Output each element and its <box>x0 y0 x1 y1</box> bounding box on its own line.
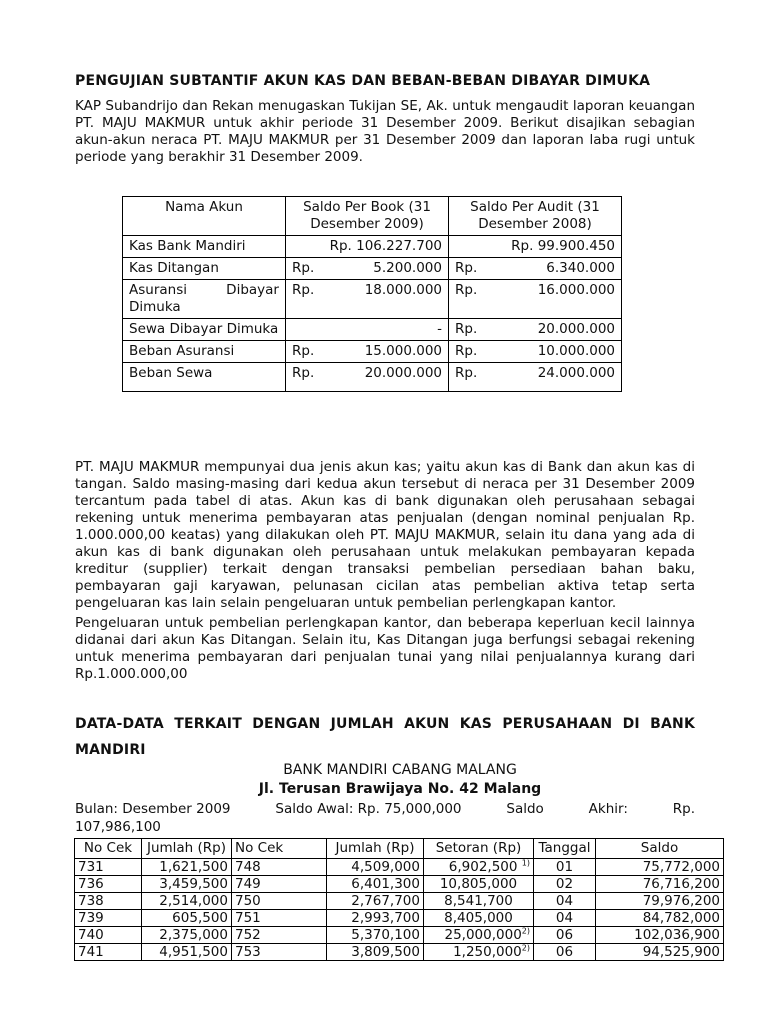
date: 01 <box>534 859 596 876</box>
book-value: 18.000.000 <box>364 282 442 298</box>
table-row <box>123 341 622 363</box>
book-value: 20.000.000 <box>364 365 442 381</box>
currency-label: Rp. <box>455 343 478 359</box>
header-tanggal: Tanggal <box>534 839 596 859</box>
book-cell <box>286 363 449 392</box>
deposit-note: 2) <box>521 943 530 953</box>
book-value: - <box>286 319 449 341</box>
section-heading: DATA-DATA TERKAIT DENGAN JUMLAH AKUN KAS PERUSAHAAN DI BANK MANDIRI <box>75 716 695 758</box>
audit-cell <box>449 319 622 341</box>
account-name: Beban Asuransi <box>123 341 286 363</box>
account-name: Asuransi Dibayar Dimuka <box>123 280 286 319</box>
header-setoran: Setoran (Rp) <box>424 839 534 859</box>
petty-cash-paragraph: Pengeluaran untuk pembelian perlengkapan kantor, dan beberapa keperluan kecil lainnya didanai dari akun Kas Ditangan. Selain itu, Kas Ditangan juga berfungsi sebagai rekening untuk menerima pembayaran dari penjualan tunai yang nilai penjualannya kurang dari Rp.1.000.000,00 <box>75 615 695 682</box>
header-saldo: Saldo <box>596 839 724 859</box>
deposit-amount: 1,250,000 <box>453 944 522 960</box>
bank-statement-table <box>74 838 724 961</box>
check-number-2: 748 <box>232 859 327 876</box>
check-number-2: 751 <box>232 910 327 927</box>
header-saldo-audit: Saldo Per Audit (31 Desember 2008) <box>449 197 622 236</box>
book-cell <box>286 341 449 363</box>
audit-value: 10.000.000 <box>537 343 615 359</box>
table-row <box>75 910 724 927</box>
balance: 84,782,000 <box>596 910 724 927</box>
audit-value: 24.000.000 <box>537 365 615 381</box>
date: 06 <box>534 927 596 944</box>
check-amount: 3,459,500 <box>142 876 232 893</box>
audit-value: 6.340.000 <box>546 260 615 276</box>
table-row <box>123 280 622 319</box>
table-row <box>75 927 724 944</box>
check-amount: 4,951,500 <box>142 944 232 961</box>
check-amount-2: 6,401,300 <box>327 876 424 893</box>
opening-balance: Saldo Awal: Rp. 75,000,000 <box>275 801 462 817</box>
check-amount-2: 5,370,100 <box>327 927 424 944</box>
deposit-amount: 10,805,000 <box>424 876 534 893</box>
audit-cell <box>449 341 622 363</box>
account-name: Sewa Dibayar Dimuka <box>123 319 286 341</box>
closing-balance-label: Saldo <box>506 801 544 817</box>
balance: 102,036,900 <box>596 927 724 944</box>
balance: 76,716,200 <box>596 876 724 893</box>
check-number: 740 <box>75 927 142 944</box>
date: 04 <box>534 893 596 910</box>
deposit-note: 1) <box>521 858 530 868</box>
book-cell <box>286 258 449 280</box>
deposit-amount: 25,000,000 <box>444 927 522 943</box>
currency-label: Rp. <box>455 282 478 298</box>
check-number: 731 <box>75 859 142 876</box>
bank-table-header <box>75 839 724 859</box>
closing-balance-label-2: Akhir: <box>588 801 628 817</box>
header-saldo-book: Saldo Per Book (31 Desember 2009) <box>286 197 449 236</box>
currency-label: Rp. <box>455 365 478 381</box>
account-name: Kas Ditangan <box>123 258 286 280</box>
table-row <box>75 944 724 961</box>
deposit-cell <box>424 859 534 876</box>
intro-paragraph: KAP Subandrijo dan Rekan menugaskan Tukijan SE, Ak. untuk mengaudit laporan keuangan PT. MAJU MAKMUR untuk akhir periode 31 Desember 2009. Berikut disajikan sebagian akun-akun neraca PT. MAJU MAKMUR per 31 Desember 2009 dan laporan laba rugi untuk periode yang berakhir 31 Desember 2009. <box>75 98 695 165</box>
check-amount: 605,500 <box>142 910 232 927</box>
statement-summary <box>75 800 695 836</box>
check-amount: 2,514,000 <box>142 893 232 910</box>
table-row <box>123 258 622 280</box>
date: 04 <box>534 910 596 927</box>
check-amount-2: 4,509,000 <box>327 859 424 876</box>
table-row <box>75 893 724 910</box>
currency-label: Rp. <box>455 321 478 337</box>
audit-value: Rp. 99.900.450 <box>449 236 622 258</box>
check-number: 739 <box>75 910 142 927</box>
table-row <box>123 319 622 341</box>
balance-table <box>122 196 622 392</box>
check-number: 738 <box>75 893 142 910</box>
check-number-2: 749 <box>232 876 327 893</box>
check-amount-2: 2,993,700 <box>327 910 424 927</box>
balance-table-header <box>123 197 622 236</box>
date: 06 <box>534 944 596 961</box>
balance: 75,772,000 <box>596 859 724 876</box>
table-row <box>75 876 724 893</box>
page-title: PENGUJIAN SUBTANTIF AKUN KAS DAN BEBAN-BEBAN DIBAYAR DIMUKA <box>75 73 651 89</box>
check-number-2: 753 <box>232 944 327 961</box>
book-value: Rp. 106.227.700 <box>286 236 449 258</box>
deposit-cell <box>424 944 534 961</box>
check-amount-2: 3,809,500 <box>327 944 424 961</box>
currency-label: Rp. <box>292 365 315 381</box>
statement-month: Bulan: Desember 2009 <box>75 801 231 817</box>
balance: 94,525,900 <box>596 944 724 961</box>
deposit-amount: 6,902,500 <box>448 859 518 875</box>
header-nama-akun: Nama Akun <box>123 197 286 236</box>
header-jumlah: Jumlah (Rp) <box>142 839 232 859</box>
header-no-cek-2: No Cek <box>232 839 327 859</box>
deposit-amount: 8,405,000 <box>424 910 534 927</box>
closing-balance-currency: Rp. <box>672 801 695 817</box>
currency-label: Rp. <box>292 282 315 298</box>
check-number: 741 <box>75 944 142 961</box>
currency-label: Rp. <box>455 260 478 276</box>
deposit-amount: 8,541,700 <box>424 893 534 910</box>
book-cell <box>286 280 449 319</box>
audit-cell <box>449 363 622 392</box>
bank-name: BANK MANDIRI CABANG MALANG <box>283 762 517 778</box>
cash-accounts-paragraph: PT. MAJU MAKMUR mempunyai dua jenis akun kas; yaitu akun kas di Bank dan akun kas di tangan. Saldo masing-masing dari kedua akun tersebut di neraca per 31 Desember 2009 tercantum pada tabel di atas. Akun kas di bank digunakan oleh perusahaan sebagai rekening untuk menerima pembayaran atas penjualan (dengan nominal penjualan Rp. 1.000.000,00 keatas) yang dilakukan oleh PT. MAJU MAKMUR, selain itu dana yang ada di akun kas di bank digunakan oleh perusahaan untuk melakukan pembayaran kepada kreditur (supplier) terkait dengan transaksi pembelian persediaan bahan baku, pembayaran gaji karyawan, pelunasan cicilan atas pembelian aktiva tetap serta pengeluaran kas lain selain pengeluaran untuk pembelian perlengkapan kantor. <box>75 459 695 611</box>
account-name: Beban Sewa <box>123 363 286 392</box>
table-row <box>123 363 622 392</box>
check-number: 736 <box>75 876 142 893</box>
book-value: 15.000.000 <box>364 343 442 359</box>
account-name: Kas Bank Mandiri <box>123 236 286 258</box>
check-amount: 1,621,500 <box>142 859 232 876</box>
date: 02 <box>534 876 596 893</box>
book-value: 5.200.000 <box>373 260 442 276</box>
header-jumlah-2: Jumlah (Rp) <box>327 839 424 859</box>
currency-label: Rp. <box>292 260 315 276</box>
statement-summary-line <box>75 800 695 818</box>
audit-value: 16.000.000 <box>537 282 615 298</box>
deposit-note: 2) <box>521 926 530 936</box>
balance: 79,976,200 <box>596 893 724 910</box>
check-amount-2: 2,767,700 <box>327 893 424 910</box>
deposit-cell <box>424 927 534 944</box>
check-amount: 2,375,000 <box>142 927 232 944</box>
table-row <box>123 236 622 258</box>
table-row <box>75 859 724 876</box>
audit-cell <box>449 258 622 280</box>
audit-cell <box>449 280 622 319</box>
closing-balance: 107,986,100 <box>75 819 161 835</box>
check-number-2: 752 <box>232 927 327 944</box>
audit-value: 20.000.000 <box>537 321 615 337</box>
currency-label: Rp. <box>292 343 315 359</box>
check-number-2: 750 <box>232 893 327 910</box>
header-no-cek: No Cek <box>75 839 142 859</box>
bank-address: Jl. Terusan Brawijaya No. 42 Malang <box>258 781 542 797</box>
